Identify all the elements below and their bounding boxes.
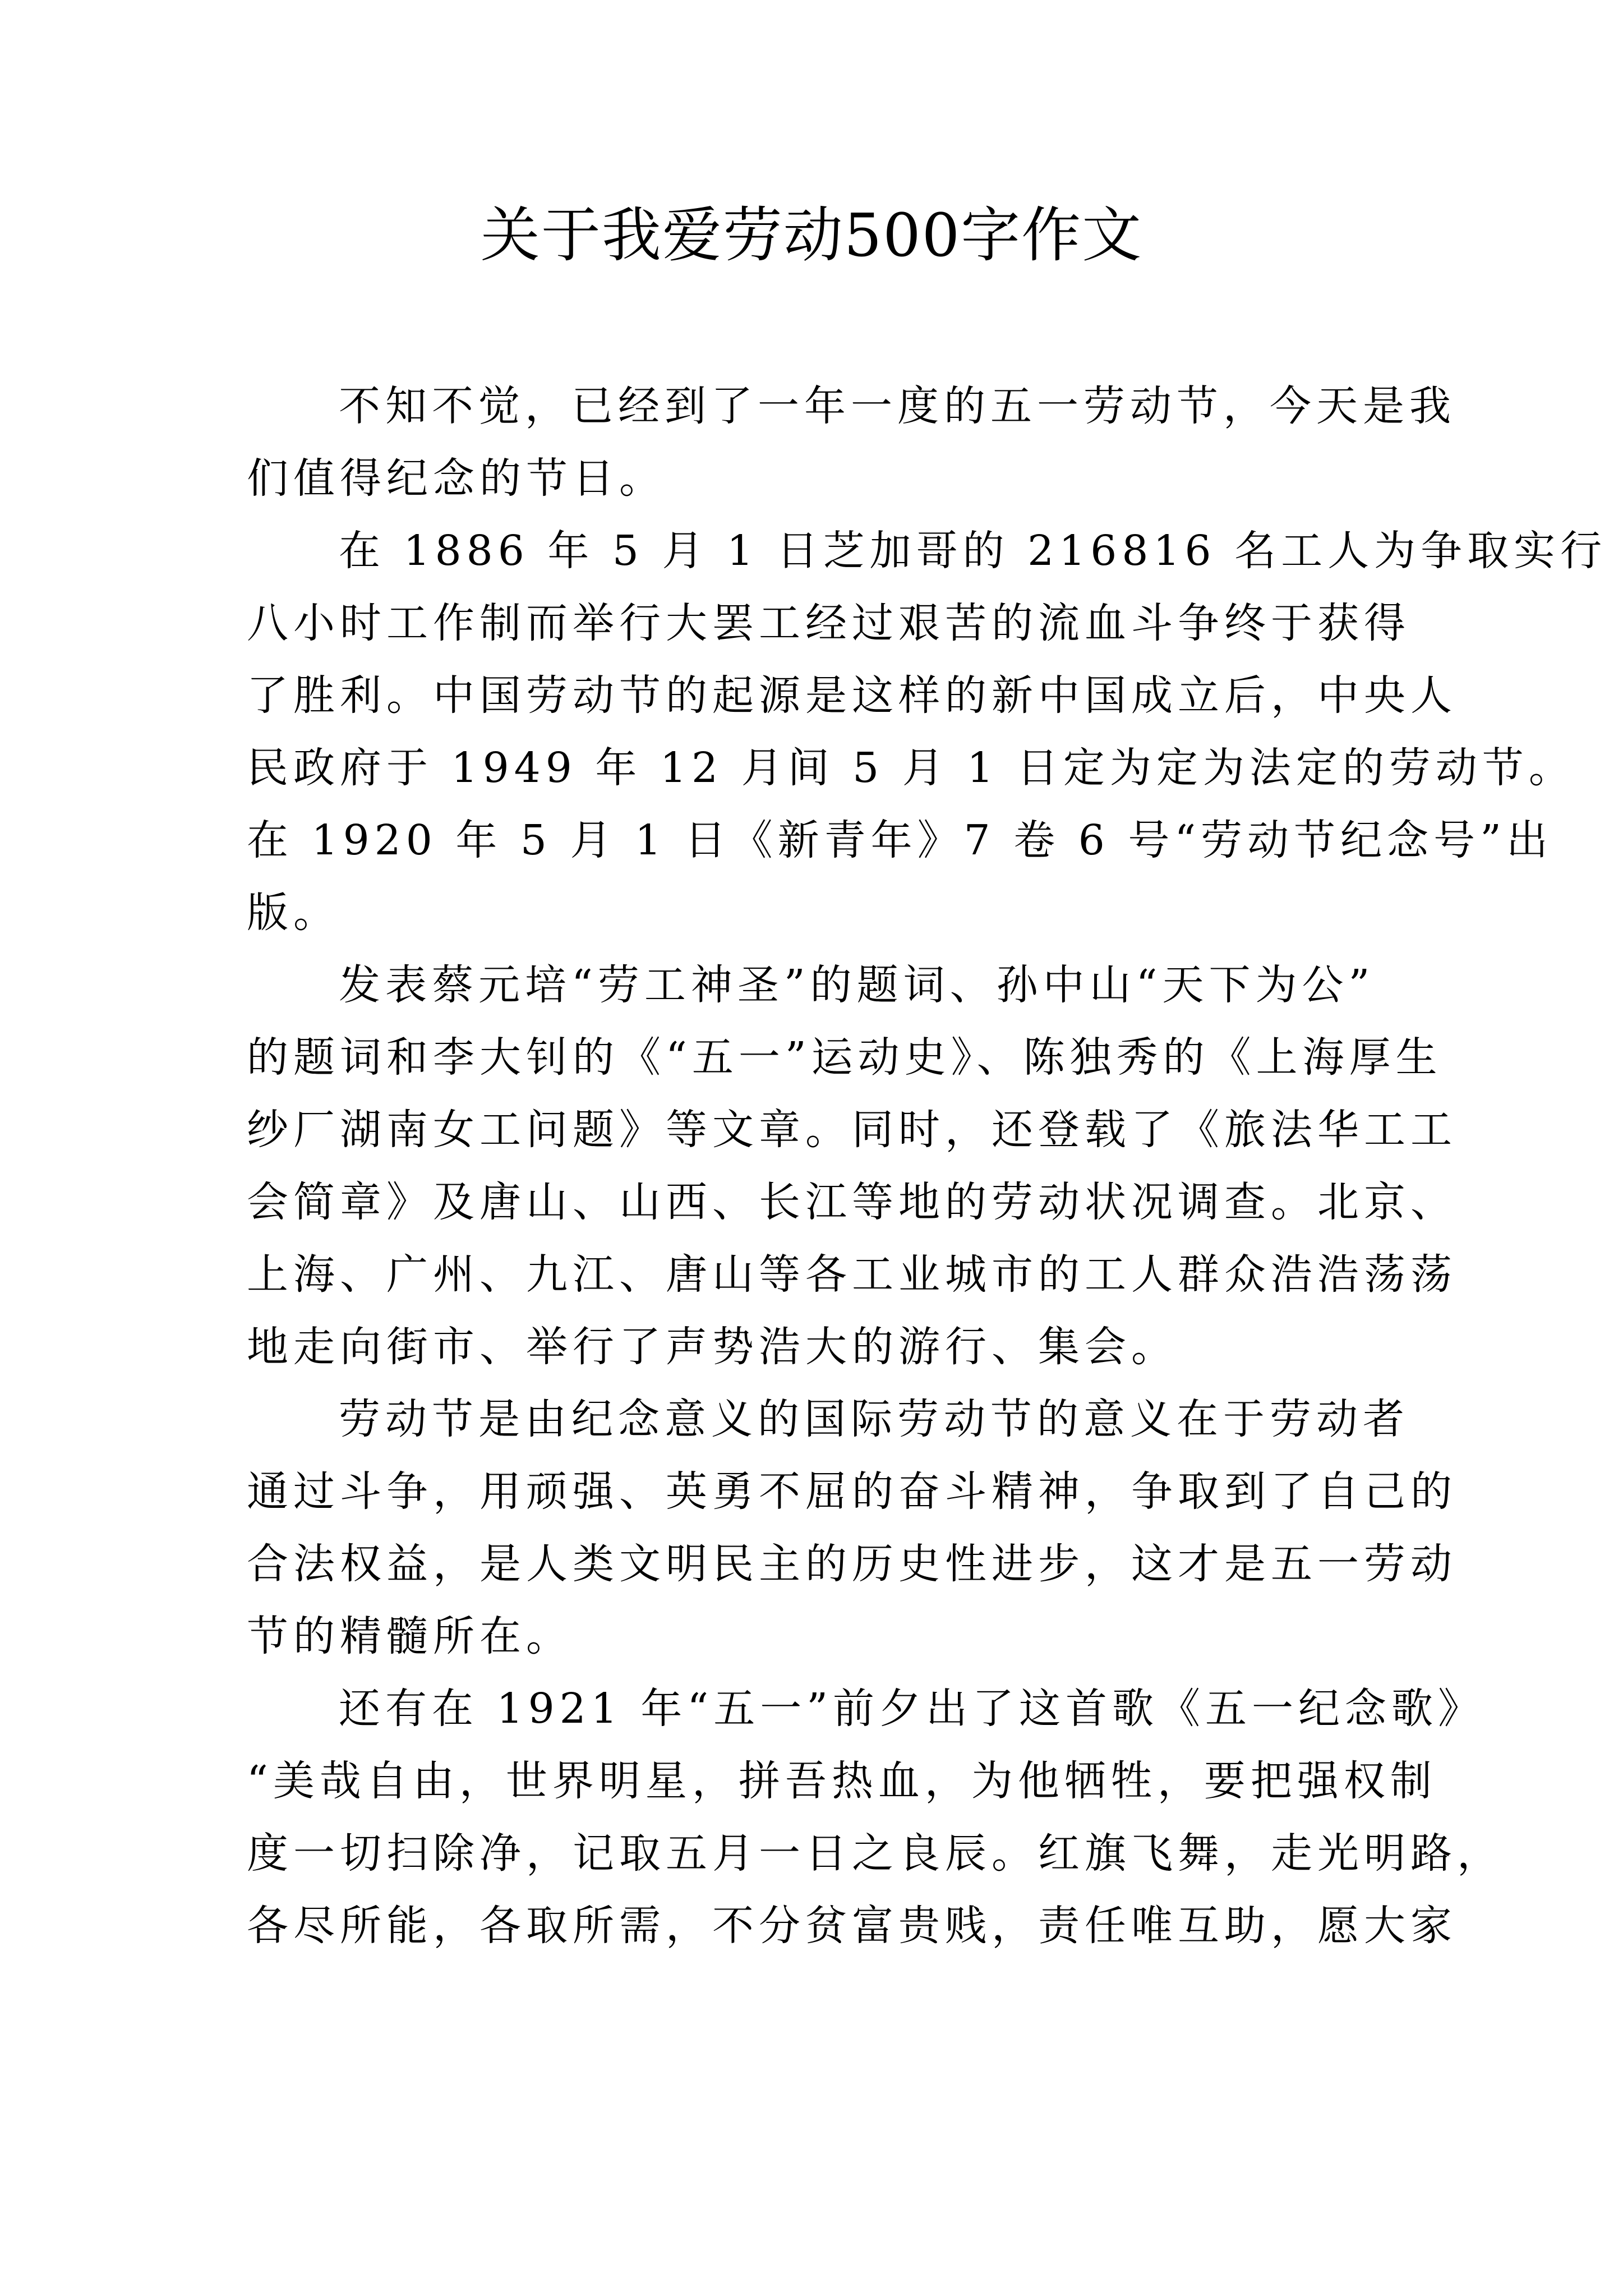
paragraph-line: 不知不觉，已经到了一年一度的五一劳动节，今天是我 <box>339 382 1456 430</box>
document-title: 关于我爱劳动500字作文 <box>480 201 1143 270</box>
paragraph-line: 地走向街市、举行了声势浩大的游行、集会。 <box>247 1323 1178 1371</box>
paragraph-2 <box>247 515 1607 949</box>
paragraph-line: “美哉自由，世界明星，拼吾热血，为他牺牲，要把强权制 <box>247 1757 1437 1805</box>
paragraph-3 <box>247 949 1457 1383</box>
document-body <box>247 370 1607 1962</box>
paragraph-line: 了胜利。中国劳动节的起源是这样的新中国成立后，中央人 <box>247 671 1457 720</box>
paragraph-line: 在 1886 年 5 月 1 日芝加哥的 216816 名工人为争取实行 <box>339 527 1607 575</box>
paragraph-line: 纱厂湖南女工问题》等文章。同时，还登载了《旅法华工工 <box>247 1106 1457 1154</box>
paragraph-line: 劳动节是由纪念意义的国际劳动节的意义在于劳动者 <box>339 1395 1409 1443</box>
paragraph-line: 在 1920 年 5 月 1 日《新青年》7 卷 6 号“劳动节纪念号”出 <box>247 816 1553 864</box>
paragraph-line: 的题词和李大钊的《“五一”运动史》、陈独秀的《上海厚生 <box>247 1033 1442 1082</box>
paragraph-line: 发表蔡元培“劳工神圣”的题词、孙中山“天下为公” <box>339 961 1375 1009</box>
paragraph-line: 版。 <box>247 889 340 937</box>
paragraph-1 <box>247 370 1456 515</box>
paragraph-4 <box>247 1383 1457 1673</box>
paragraph-line: 各尽所能，各取所需，不分贫富贵贱，责任唯互助，愿大家 <box>247 1902 1457 1950</box>
paragraph-line: 合法权益，是人类文明民主的历史性进步，这才是五一劳动 <box>247 1540 1457 1588</box>
paragraph-line: 们值得纪念的节日。 <box>247 454 666 503</box>
paragraph-line: 八小时工作制而举行大罢工经过艰苦的流血斗争终于获得 <box>247 599 1410 647</box>
paragraph-line: 还有在 1921 年“五一”前夕出了这首歌《五一纪念歌》 <box>339 1685 1485 1733</box>
paragraph-line: 节的精髓所在。 <box>247 1612 573 1660</box>
paragraph-line: 上海、广州、九江、唐山等各工业城市的工人群众浩浩荡荡 <box>247 1250 1457 1299</box>
paragraph-line: 民政府于 1949 年 12 月间 5 月 1 日定为定为法定的劳动节。 <box>247 744 1575 792</box>
paragraph-line: 度一切扫除净，记取五月一日之良辰。红旗飞舞，走光明路， <box>247 1829 1504 1878</box>
paragraph-5 <box>247 1673 1504 1962</box>
paragraph-line: 通过斗争，用顽强、英勇不屈的奋斗精神，争取到了自己的 <box>247 1467 1457 1516</box>
paragraph-line: 会简章》及唐山、山西、长江等地的劳动状况调查。北京、 <box>247 1178 1457 1226</box>
